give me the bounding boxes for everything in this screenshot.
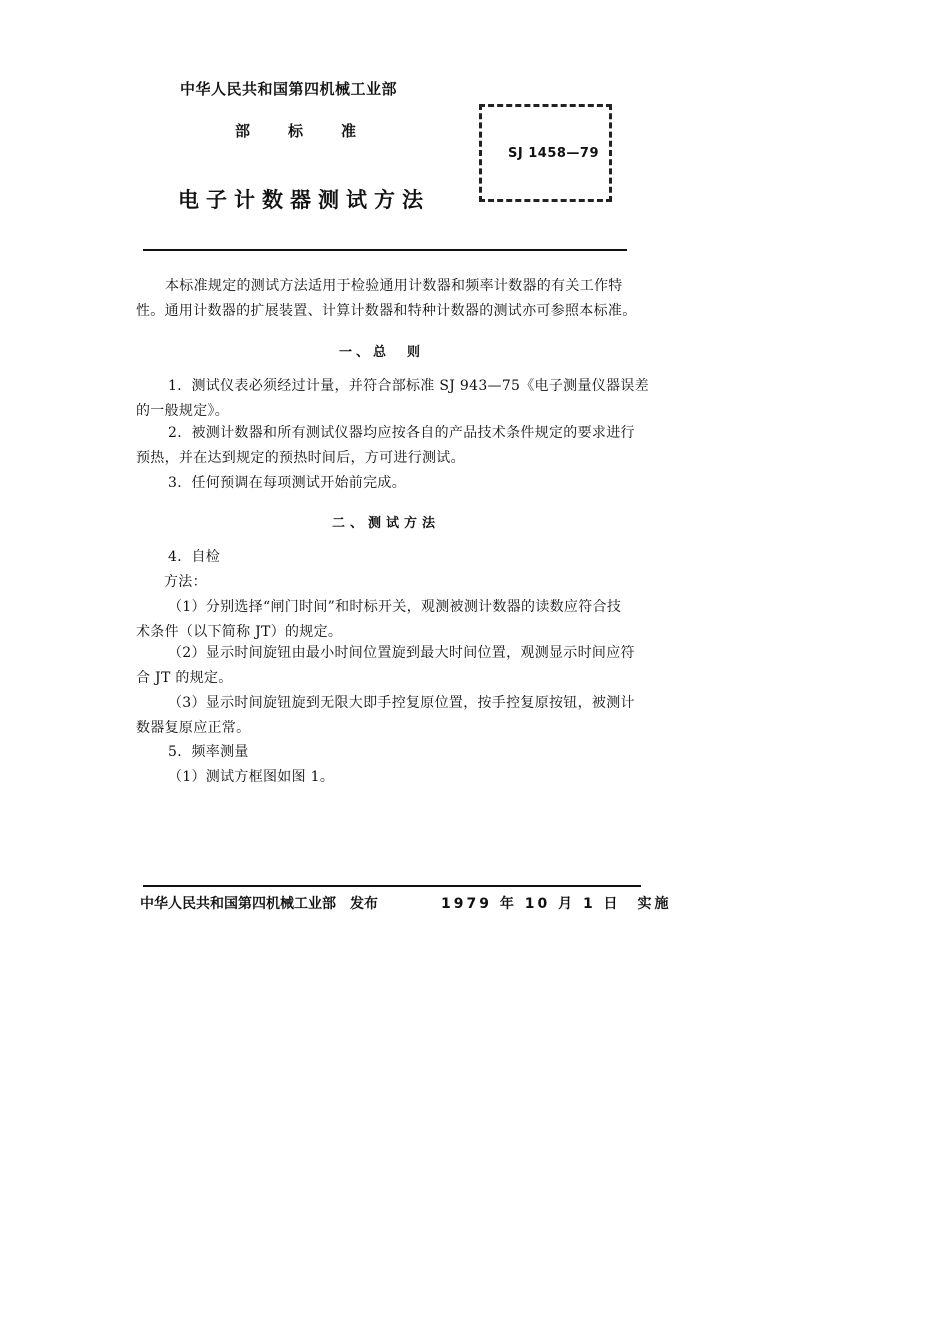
standard-type-char: 部	[235, 122, 251, 140]
clause-5-step-1: （1）测试方框图如图 1。	[168, 769, 335, 785]
footer-effective-date: 1979 年 10 月 1 日 实施	[441, 896, 672, 912]
header-divider	[143, 249, 627, 251]
standard-type	[235, 120, 394, 141]
clause-4: 4．自检	[168, 549, 221, 565]
section-heading-test-methods: 二、测试方法	[332, 516, 441, 531]
clause-2: 2．被测计数器和所有测试仪器均应按各自的产品技术条件规定的要求进行	[168, 425, 635, 441]
standard-type-char: 准	[341, 122, 357, 140]
method-step-3-continued: 数器复原应正常。	[136, 720, 251, 736]
standard-type-char: 标	[288, 122, 304, 140]
footer-publisher: 中华人民共和国第四机械工业部 发布	[140, 896, 378, 912]
method-step-1-continued: 术条件（以下简称 JT）的规定。	[136, 624, 343, 640]
clause-1: 1．测试仪表必须经过计量，并符合部标准 SJ 943—75《电子测量仪器误差	[168, 378, 649, 394]
footer-divider	[143, 885, 641, 887]
clause-5: 5．频率测量	[168, 744, 249, 760]
method-step-3: （3）显示时间旋钮旋到无限大即手控复原位置，按手控复原按钮，被测计	[168, 695, 635, 711]
section-heading-general: 一、总 则	[339, 345, 425, 360]
method-label: 方法：	[164, 574, 207, 590]
standard-number: SJ 1458—79	[508, 146, 599, 161]
method-step-2: （2）显示时间旋钮由最小时间位置旋到最大时间位置，观测显示时间应符	[168, 645, 635, 661]
intro-paragraph-line: 性。通用计数器的扩展装置、计算计数器和特种计数器的测试亦可参照本标准。	[136, 303, 637, 319]
ministry-header: 中华人民共和国第四机械工业部	[180, 80, 398, 98]
clause-2-continued: 预热，并在达到规定的预热时间后，方可进行测试。	[136, 450, 465, 466]
method-step-2-continued: 合 JT 的规定。	[136, 670, 233, 686]
clause-1-continued: 的一般规定》。	[136, 403, 230, 419]
method-step-1: （1）分别选择“闸门时间”和时标开关，观测被测计数器的读数应符合技	[168, 599, 622, 615]
document-title: 电子计数器测试方法	[178, 188, 430, 212]
clause-3: 3．任何预调在每项测试开始前完成。	[168, 475, 407, 491]
intro-paragraph-line: 本标准规定的测试方法适用于检验通用计数器和频率计数器的有关工作特	[165, 278, 623, 294]
